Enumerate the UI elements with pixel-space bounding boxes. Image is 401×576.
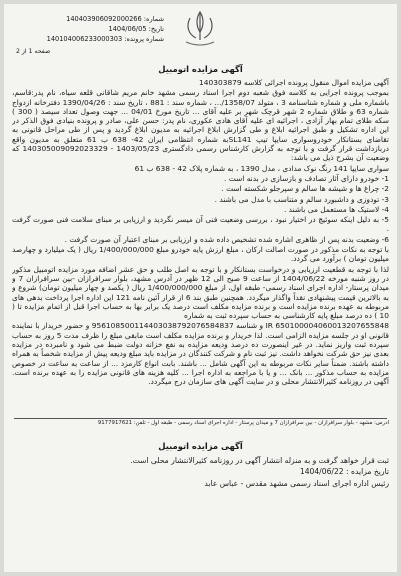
notice-paragraph: سواری سایپا 141 رنگ نوک مدادی ، مدل 1390 ، به شماره پلاک 42 - 638 ب 61 (134, 163, 389, 173)
notice-title: آگهی مزایده اتومبیل (158, 64, 243, 74)
letterhead (4, 4, 397, 60)
notice-body (12, 78, 389, 416)
letter-number: 140403906092000266 (66, 15, 142, 23)
letter-number-label: شماره: (143, 15, 164, 23)
notice-body-2 (124, 455, 389, 489)
letter-date-label: تاریخ: (148, 25, 164, 33)
file-number-row (14, 34, 164, 44)
notice-paragraph: 1- خودرو دارای آثار تصادف و بازسازی در بدنه است . (224, 173, 389, 183)
office-address: آدرس: مشهد - بلوار سرافرازان - بین سرافرازان 7 و میدان پرستار - اداره اجرای اسناد رسمی - طبقه اول - تلفن: 9177917621 (97, 420, 389, 426)
document-page (4, 4, 397, 572)
notice-paragraph: IR 650100004060013207655848 و شناسه 956108500114403038792076584837 و حضور خریدار با نماینده قانونی او در جلسه مزایده الزامی است. لذا خریدار و برنده مزایده مکلف است مابقی مبلغ را ظرف مدت 5 روز به حساب سپرده ثبت واریز نماید. در غیر اینصورت ده درصد ودیعه مزایده به نفع خزانه دولت ضبط می شود و نامبرده در مزایده بعدی نیز حق شرکت نخواهد داشت. نیز ثبت نام و شرکت کنندگان در مزایده باید مبلغ ودیعه پیش از مزایده شخصاً به همراه داشته باشند. ضمناً سایر نکات مربوطه به این آگهی شامل ... باشند. بابت انواع کارمزد ... از ساعت به ساعت در خصوص مزایده به حساب مذکور ... بانک ... و یا با مراجعه به اداره اجرا ... کلیه هزینه های قانونی مزایده را به عهده برنده است. آگهی در روزنامه کثیرالانتشار محلی و در سایت آگهی های سازمان درج میگردد. (12, 321, 389, 387)
divider (14, 418, 387, 419)
notice-paragraph: بموجب پرونده اجرایی به کلاسه فوق شعبه دوم اجرا اسناد رسمی مشهد خانم مریم شاقانی قلعه سیاه، نام پدر:قاسم، باشماره ملی و شماره شناسنامه 3 ، متولد 1358/07/... ، شماره سند : 881 ، تاریخ سند : 1390/04/26 دفترخانه ازدواج شماره 63 و طلاق شماره 2 شهر قرچک شهر بر علیه آقای ... تاریخ مورخ 04/01 ... جهت وصول تعداد سیصد ( 300 ) سکه طلای تمام بهار آزادی ، اجرائیه ای علیه آقای هادی عکوری، نام پدر: حسن علی، صادر و پرونده بنیادی فوق الذکر در این اداره تشکیل و طبق اجرائیه ابلاغ و طی گزارش ابلاغ اجرائیه به مدیون ابلاغ گردید و پس از طی مراحل قانونی به تقاضای بستانکار خودروسواری سایپا تیپ SL141به شماره انتظامی ایران 42- 638 ب 61 متعلق به مدیون واقع دربازداشت قرار گرفت و با توجه به گزارش کارشناس رسمی دادگستری 1403/05/23 - 140305009092023329 که وضعیت آن بشرح ذیل می باشد: (12, 88, 389, 163)
notice-paragraph: آگهی مزایده اموال منقول پرونده اجرائی کلاسه 140303879 (199, 78, 389, 87)
file-number: 140104006233000303 (46, 35, 123, 43)
page-indicator: صفحه 1 از 2 (16, 48, 51, 55)
notice-paragraph: 3- تودوزی و داشبورد سالم و متناسب با مدل می باشند . (214, 194, 389, 204)
signatory: رئیس اداره اجرای اسناد رسمی مشهد مقدس - عباس عابد (204, 478, 389, 488)
notice-paragraph: 5- به دلیل اینکه سوئیچ در اختیار نبود ، بررسی وضعیت فنی آن میسر نگردید و ارزیابی بر مبنای سلامت فنی صورت گرفت . (12, 215, 389, 234)
letter-meta (14, 14, 164, 44)
letter-date-row (14, 24, 164, 34)
letter-number-row (14, 14, 164, 24)
auction-date: تاریخ مزایده : 1404/06/22 (299, 467, 389, 477)
letter-date: 1404/06/05 (108, 25, 147, 33)
notice-paragraph: با توجه به نکات مذکور در صورت اصالت ارکان ، مبلغ ارزش پایه خودرو مبلغ 1/400/000/000 ریال ( یک میلیارد و چهارصد میلیون تومان ) برآورد می گردد. (12, 245, 389, 264)
notice-title-2: آگهی مزایده اتومبیل (158, 441, 243, 451)
iran-emblem-icon (176, 8, 224, 48)
notice-paragraph: 6- وضعیت بدنه پس از ظاهری اشاره شده تشخیص داده شده و ارزیابی بر مبنای اعتبار آن صورت گرفت . (64, 234, 389, 244)
file-number-label: شماره پرونده: (124, 35, 164, 43)
notice-paragraph: 2- چراغ ها و شیشه ها سالم و سپرجلو شکسته است . (221, 184, 389, 194)
notice-paragraph: لذا با توجه به قطعیت ارزیابی و درخواست بستانکار و با توجه به اصل طلب و حق عشر اضافه مورد مزایده اتومبیل مذکور در روز شنبه مورخه 1404/06/22 از ساعت 9 صبح الی 12 ظهر در آدرس مشهد، بلوار سرافرازان -بین سرافرازان 7 و میدان پرستار- اداره اجرای اسناد رسمی- طبقه اول، از مبلغ 1/400/000/000 ریال ( یکصد و چهار میلیون تومان) شروع و به بالاترین قیمت پیشنهادی نقداً واگذار میگردد. همچنین طبق بند 6 از قرار آئین نامه 121 این اداره اجرا پرداخت بدهی های مربوطه به عهده برنده مزایده است و برنده مزایده مکلف است درصد یک برابر بها به حساب اجرا قبل از اتمام مزایده تا ( 10 ) ده درصد مبلغ پایه کارشناسی به حساب سپرده ثبت به شماره (12, 264, 389, 321)
notice-paragraph: 4- لاستیک ها مستعمل می باشند . (283, 204, 389, 214)
notice2-line: ثبت قرار خواهد گرفت و به منزله انتشار آگهی در روزنامه کثیرالانتشار محلی است. (130, 456, 389, 465)
